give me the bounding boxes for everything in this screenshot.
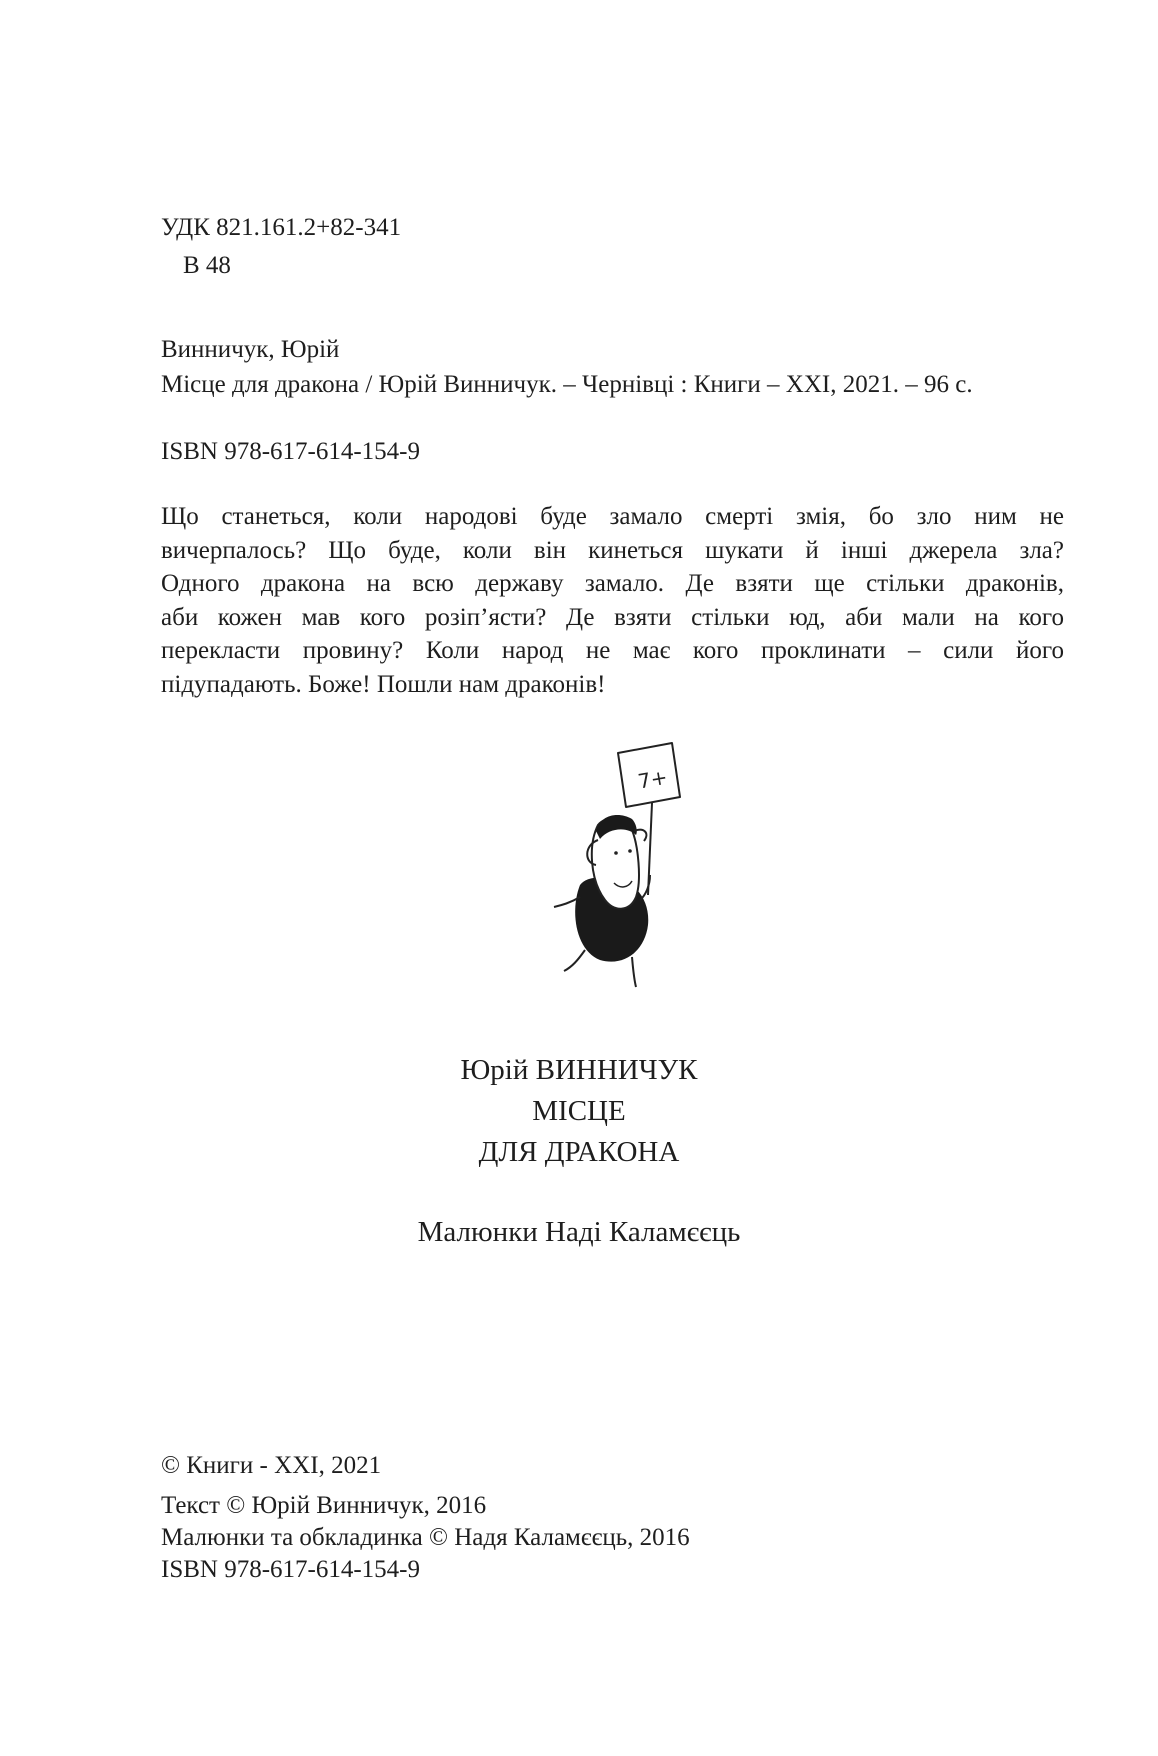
sheep-eye [614, 851, 618, 855]
sign-text: 7+ [636, 764, 670, 794]
sheep-leg [632, 957, 636, 987]
copyright-publisher: © Книги - ХХІ, 2021 [161, 1452, 382, 1479]
title-author: Юрій ВИННИЧУК [460, 1054, 698, 1086]
title-line-2: ДЛЯ ДРАКОНА [478, 1136, 680, 1168]
annotation [161, 500, 1064, 701]
catalog-isbn: ISBN 978-617-614-154-9 [161, 438, 421, 465]
annotation-line: аби кожен мав кого розіп’ясти? Де взяти стільки юд, аби мали на кого [161, 603, 1064, 631]
annotation-line: Що станеться, коли народові буде замало смерті змія, бо зло ним не [161, 503, 1064, 530]
annotation-line: Одного дракона на всю державу замало. Де взяти ще стільки драконів, [161, 570, 1064, 597]
catalog-author: Винничук, Юрій [161, 336, 340, 363]
sheep-leg [564, 950, 585, 971]
copyright-isbn: ISBN 978-617-614-154-9 [161, 1556, 421, 1583]
sheep-eye [628, 849, 632, 853]
annotation-line: підупадають. Боже! Пошли нам драконів! [161, 670, 606, 698]
catalog-biblio: Місце для дракона / Юрій Винничук. – Чернівці : Книги – ХХІ, 2021. – 96 с. [161, 371, 973, 398]
annotation-line: перекласти провину? Коли народ не має кого проклинати – сили його [161, 637, 1064, 664]
udk-code: УДК 821.161.2+82-341 [161, 214, 402, 241]
author-mark: В 48 [183, 252, 231, 279]
sheep-with-sign-illustration [540, 735, 690, 995]
illustrator-credit: Малюнки Наді Каламєєць [417, 1216, 741, 1248]
copyright-illustrations: Малюнки та обкладинка © Надя Каламєєць, 2016 [161, 1524, 690, 1551]
copyright-text: Текст © Юрій Винничук, 2016 [161, 1492, 487, 1519]
title-line-1: МІСЦЕ [532, 1095, 626, 1127]
annotation-line: вичерпалось? Що буде, коли він кинеться шукати й інші джерела зла? [161, 536, 1064, 564]
